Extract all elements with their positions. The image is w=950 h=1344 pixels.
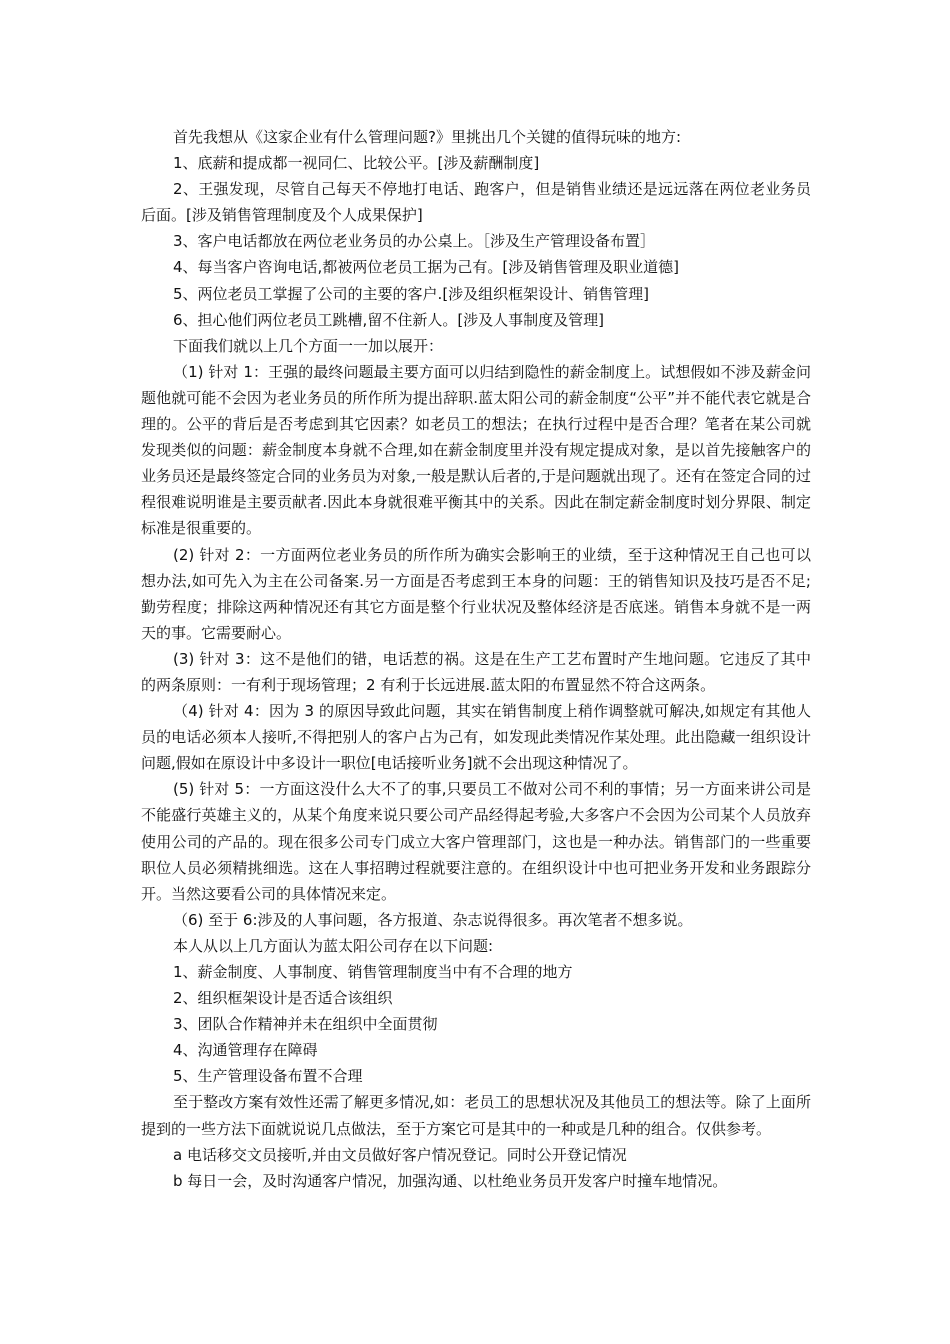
plan-item: a 电话移交文员接听,并由文员做好客户情况登记。同时公开登记情况	[173, 1145, 627, 1164]
plan-item: b 每日一会，及时沟通客户情况，加强沟通、以杜绝业务员开发客户时撞车地情况。	[173, 1171, 728, 1190]
problem-item: 5、生产管理设备布置不合理	[173, 1067, 363, 1086]
list-item: 1、底薪和提成都一视同仁、比较公平。[涉及薪酬制度]	[173, 154, 540, 173]
analysis-paragraph: (2) 针对 2：一方面两位老业务员的所作所为确实会影响王的业绩，至于这种情况王自己也可以想办法,如可先入为主在公司备案.另一方面是否考虑到王本身的问题：王的销售知识及技巧是否不足;勤劳程度；排除这两种情况还有其它方面是整个行业状况及整体经济是否底迷。销售本身就不是一两天的事。它需要耐心。	[141, 545, 811, 642]
list-item: 6、担心他们两位老员工跳槽,留不住新人。[涉及人事制度及管理]	[173, 310, 605, 329]
problem-item: 2、组织框架设计是否适合该组织	[173, 989, 393, 1008]
list-item: 2、王强发现，尽管自己每天不停地打电话、跑客户，但是销售业绩还是远远落在两位老业务员后面。[涉及销售管理制度及个人成果保护]	[141, 180, 811, 225]
conclusion-intro-paragraph: 本人从以上几方面认为蓝太阳公司存在以下问题:	[173, 936, 494, 955]
analysis-paragraph: （1) 针对 1：王强的最终问题最主要方面可以归结到隐性的薪金制度上。试想假如不涉及薪金问题他就可能不会因为老业务员的所作所为提出辞职.蓝太阳公司的薪金制度“公平”并不能代表它就是合理的。公平的背后是否考虑到其它因素？如老员工的想法；在执行过程中是否合理？笔者在某公司就发现类似的问题：薪金制度本身就不合理,如在薪金制度里并没有规定提成对象，是以首先接触客户的业务员还是最终签定合同的业务员为对象,一般是默认后者的,于是问题就出现了。还有在签定合同的过程很难说明谁是主要贡献者.因此本身就很难平衡其中的关系。因此在制定薪金制度时划分界限、制定标准是很重要的。	[141, 362, 811, 538]
list-item: 3、客户电话都放在两位老业务员的办公桌上。［涉及生产管理设备布置］	[173, 232, 656, 251]
analysis-paragraph: （6) 至于 6:涉及的人事问题，各方报道、杂志说得很多。再次笔者不想多说。	[173, 910, 693, 929]
analysis-paragraph: （4) 针对 4：因为 3 的原因导致此问题，其实在销售制度上稍作调整就可解决,如规定有其他人员的电话必须本人接听,不得把别人的客户占为己有，如发现此类情况作某处理。此出隐藏一组织设计问题,假如在原设计中多设计一职位[电话接听业务]就不会出现这种情况了。	[141, 702, 811, 773]
plan-paragraph: 至于整改方案有效性还需了解更多情况,如：老员工的思想状况及其他员工的想法等。除了上面所提到的一些方法下面就说说几点做法，至于方案它可是其中的一种或是几种的组合。仅供参考。	[141, 1093, 811, 1138]
problem-item: 4、沟通管理存在障碍	[173, 1041, 318, 1060]
document-body	[141, 124, 811, 1194]
section-intro-paragraph: 下面我们就以上几个方面一一加以展开：	[173, 336, 444, 355]
list-item: 5、两位老员工掌握了公司的主要的客户.[涉及组织框架设计、销售管理]	[173, 284, 650, 303]
analysis-paragraph: (5) 针对 5：一方面这没什么大不了的事,只要员工不做对公司不利的事情；另一方面来讲公司是不能盛行英雄主义的，从某个角度来说只要公司产品经得起考验,大多客户不会因为公司某个人员放弃使用公司的产品的。现在很多公司专门成立大客户管理部门，这也是一种办法。销售部门的一些重要职位人员必须精挑细选。这在人事招聘过程就要注意的。在组织设计中也可把业务开发和业务跟踪分开。当然这要看公司的具体情况来定。	[141, 780, 811, 903]
problem-item: 1、薪金制度、人事制度、销售管理制度当中有不合理的地方	[173, 963, 573, 981]
analysis-paragraph: (3) 针对 3：这不是他们的错，电话惹的祸。这是在生产工艺布置时产生地问题。它违反了其中的两条原则：一有利于现场管理；2 有利于长远进展.蓝太阳的布置显然不符合这两条。	[141, 649, 811, 694]
intro-paragraph: 首先我想从《这家企业有什么管理问题?》里挑出几个关键的值得玩味的地方:	[173, 128, 682, 146]
problem-item: 3、团队合作精神并未在组织中全面贯彻	[173, 1015, 438, 1034]
list-item: 4、每当客户咨询电话,都被两位老员工据为己有。[涉及销售管理及职业道德]	[173, 258, 680, 277]
